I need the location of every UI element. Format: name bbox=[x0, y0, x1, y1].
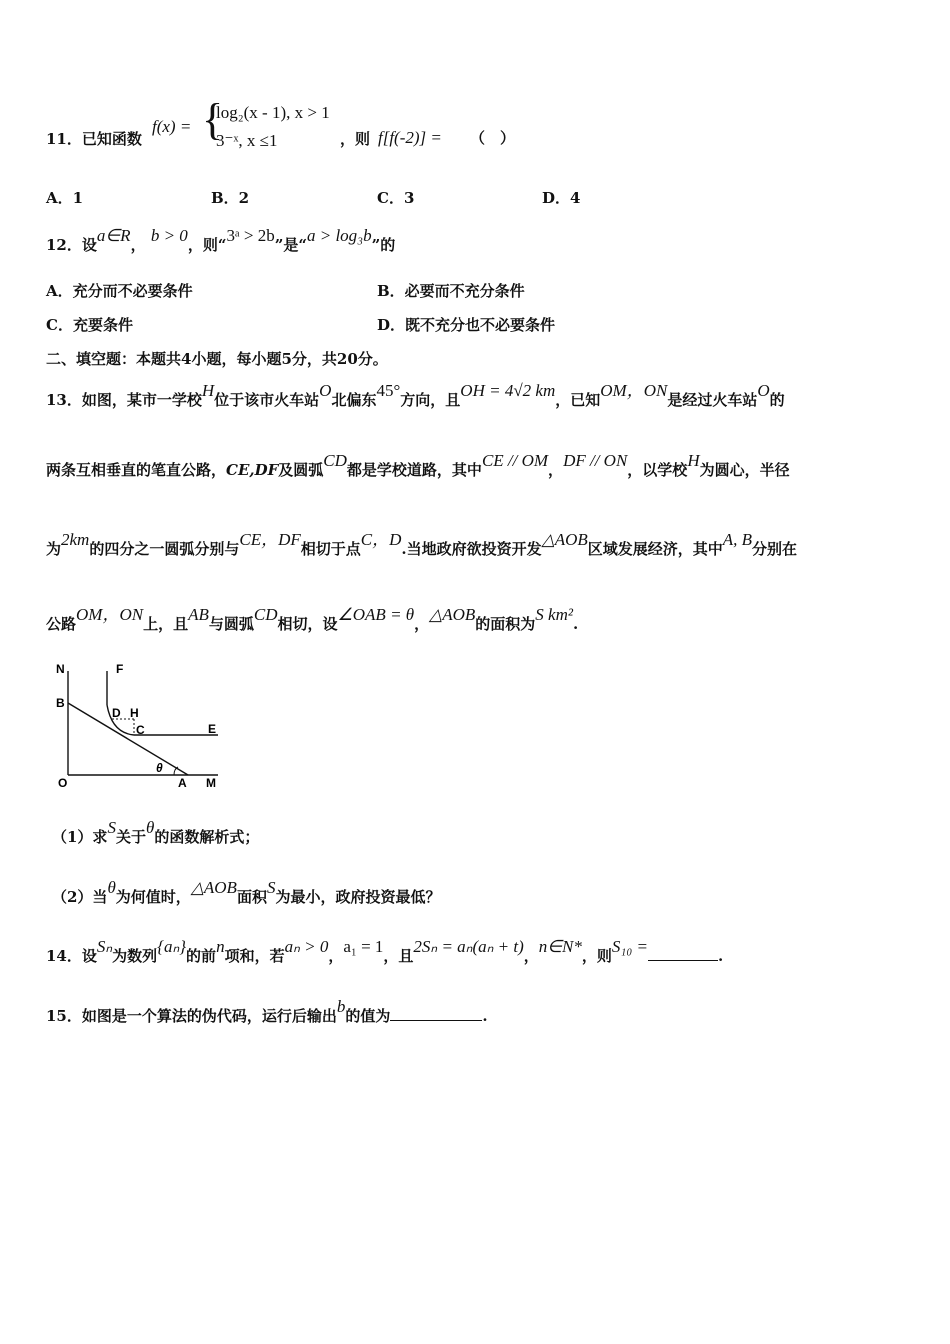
q11-option-a: A．1 bbox=[46, 189, 84, 207]
q11-case1: log₂(x - 1), x > 1 bbox=[216, 103, 330, 122]
label-a: A bbox=[178, 776, 187, 790]
q11-paren: （ ） bbox=[470, 129, 516, 147]
q11-expr: f[f(-2)] = bbox=[378, 128, 442, 147]
q11-option-b: B．2 bbox=[211, 189, 250, 207]
q13-line4: 公路OM，ON上，且AB与圆弧CD相切，设∠OAB = θ，△AOB的面积为S km². bbox=[46, 605, 579, 633]
q11-fx: f(x) = bbox=[152, 117, 192, 136]
q15-stem: 15．如图是一个算法的伪代码，运行后输出b的值为 . bbox=[46, 997, 488, 1025]
q12-option-c: C．充要条件 bbox=[46, 316, 133, 334]
q11-option-d: D．4 bbox=[542, 189, 581, 207]
section-heading: 二、填空题：本题共4小题，每小题5分，共20分。 bbox=[46, 350, 388, 368]
q11-case2: 3⁻ˣ, x ≤1 bbox=[216, 131, 278, 150]
q12-stem: 12．设a∈R， b > 0，则“3ᵃ > 2b”是“a > log₃b”的 bbox=[46, 226, 396, 254]
q13-figure bbox=[50, 655, 230, 795]
q14-answer-blank[interactable] bbox=[648, 960, 718, 961]
q14-stem: 14．设Sₙ为数列{aₙ}的前n项和，若aₙ > 0，a₁ = 1，且2Sₙ = aₙ(aₙ + t)，n∈N*，则S₁₀ = . bbox=[46, 937, 724, 965]
label-b: B bbox=[56, 696, 65, 710]
q12-option-a: A．充分而不必要条件 bbox=[46, 282, 193, 300]
q11-then: ，则 bbox=[340, 130, 371, 148]
label-m: M bbox=[206, 776, 216, 790]
label-theta: θ bbox=[156, 761, 163, 775]
q15-answer-blank[interactable] bbox=[390, 1020, 482, 1021]
label-f: F bbox=[116, 662, 124, 676]
label-n: N bbox=[56, 662, 65, 676]
q13-part2: （2）当θ为何值时，△AOB面积S为最小，政府投资最低？ bbox=[52, 878, 441, 906]
label-d: D bbox=[112, 706, 121, 720]
q13-part1: （1）求S关于θ的函数解析式； bbox=[52, 818, 260, 846]
q11-stem: 11．已知函数 bbox=[46, 130, 142, 148]
q13-line3: 为2km的四分之一圆弧分别与CE，DF相切于点C，D.当地政府欲投资开发△AOB区域发展经济，其中A, B分别在 bbox=[46, 530, 798, 558]
q12-option-b: B．必要而不充分条件 bbox=[377, 282, 525, 300]
label-h: H bbox=[130, 706, 139, 720]
q11-option-c: C．3 bbox=[377, 189, 415, 207]
label-e: E bbox=[208, 722, 217, 736]
q13-line2: 两条互相垂直的笔直公路，CE,DF及圆弧CD都是学校道路，其中CE // OM，DF // ON，以学校H为圆心，半径 bbox=[46, 451, 790, 479]
segment-ab bbox=[68, 703, 188, 775]
label-c: C bbox=[136, 723, 145, 737]
label-o: O bbox=[58, 776, 68, 790]
left-brace: { bbox=[202, 95, 224, 144]
q13-line1: 13．如图，某市一学校H位于该市火车站O北偏东45°方向，且OH = 4√2 km，已知OM，ON是经过火车站O的 bbox=[46, 381, 785, 409]
q12-option-d: D．既不充分也不必要条件 bbox=[377, 316, 556, 334]
